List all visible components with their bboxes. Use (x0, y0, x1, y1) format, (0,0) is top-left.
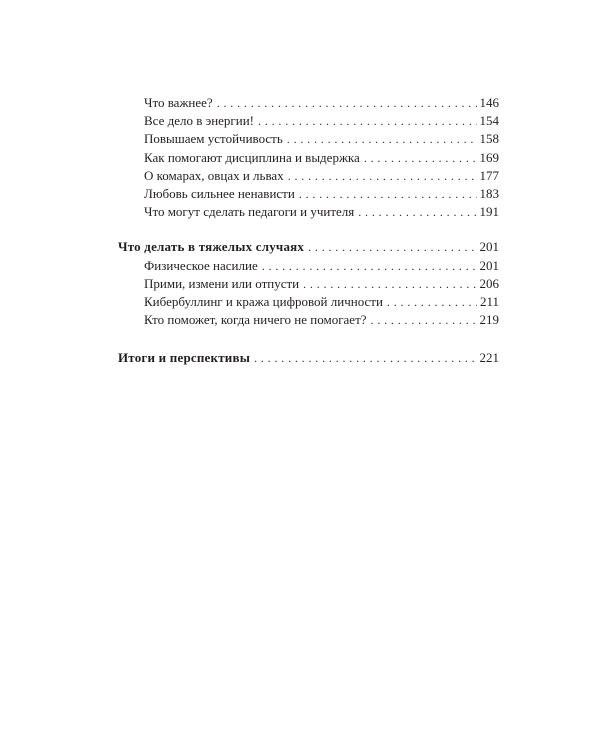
toc-entry[interactable] (118, 167, 499, 185)
dot-leader (217, 94, 477, 112)
dot-leader (254, 349, 476, 367)
toc-entry-title: Что могут сделать педагоги и учителя (144, 204, 355, 220)
toc-entry[interactable] (118, 112, 499, 130)
toc-entry-page: 158 (479, 131, 499, 147)
toc-entry[interactable] (118, 130, 499, 148)
toc-entry-title: О комарах, овцах и львах (144, 167, 284, 183)
toc-entry-page: 169 (479, 149, 499, 165)
toc-entry[interactable] (118, 275, 499, 293)
toc-entry[interactable] (118, 94, 499, 112)
dot-leader (371, 311, 477, 329)
dot-leader (299, 185, 477, 203)
toc-entry[interactable] (118, 185, 499, 203)
toc-entry-title: Все дело в энергии! (144, 113, 255, 129)
toc-entry-title: Что важнее? (144, 95, 213, 110)
toc-chapter-title: Что делать в тяжелых случаях (118, 239, 305, 255)
dot-leader (258, 112, 476, 130)
toc-entry[interactable] (118, 293, 499, 311)
dot-leader (288, 167, 477, 185)
toc-chapter-page: 201 (479, 239, 499, 255)
toc-chapter-entry[interactable] (118, 238, 499, 256)
toc-entry-title: Повышаем устойчивость (144, 131, 283, 147)
section-gap (118, 221, 499, 238)
toc-chapter-entry[interactable] (118, 349, 499, 367)
dot-leader (287, 130, 477, 148)
toc-entry-page: 146 (479, 95, 499, 110)
toc-entry-page: 177 (479, 167, 499, 183)
toc-entry[interactable] (118, 257, 499, 275)
toc-entry-page: 211 (479, 293, 499, 309)
toc-entry-title: Физическое насилие (144, 257, 258, 273)
toc-entry-title: Любовь сильнее ненависти (144, 185, 295, 201)
toc-entry-title: Кибербуллинг и кража цифровой личности (144, 293, 383, 309)
toc-entry-page: 219 (479, 312, 499, 328)
toc-entry-title: Кто поможет, когда ничего не помогает? (144, 312, 367, 328)
dot-leader (358, 203, 476, 221)
toc-entry-page: 154 (479, 113, 499, 129)
dot-leader (262, 257, 477, 275)
dot-leader (387, 293, 477, 311)
section-gap (118, 329, 499, 349)
toc-entry[interactable] (118, 203, 499, 221)
toc-chapter-page: 221 (479, 350, 499, 366)
toc-entry-page: 191 (479, 204, 499, 220)
toc-entry-page: 201 (479, 257, 499, 273)
toc-entry-page: 183 (479, 185, 499, 201)
toc-entry-title: Прими, измени или отпусти (144, 275, 300, 291)
toc-entry-page: 206 (479, 275, 499, 291)
toc-entry[interactable] (118, 149, 499, 167)
table-of-contents (118, 94, 499, 367)
dot-leader (303, 275, 476, 293)
toc-entry[interactable] (118, 311, 499, 329)
toc-entry-title: Как помогают дисциплина и выдержка (144, 149, 360, 165)
toc-chapter-title: Итоги и перспективы (118, 350, 251, 366)
dot-leader (364, 149, 477, 167)
dot-leader (308, 238, 476, 256)
